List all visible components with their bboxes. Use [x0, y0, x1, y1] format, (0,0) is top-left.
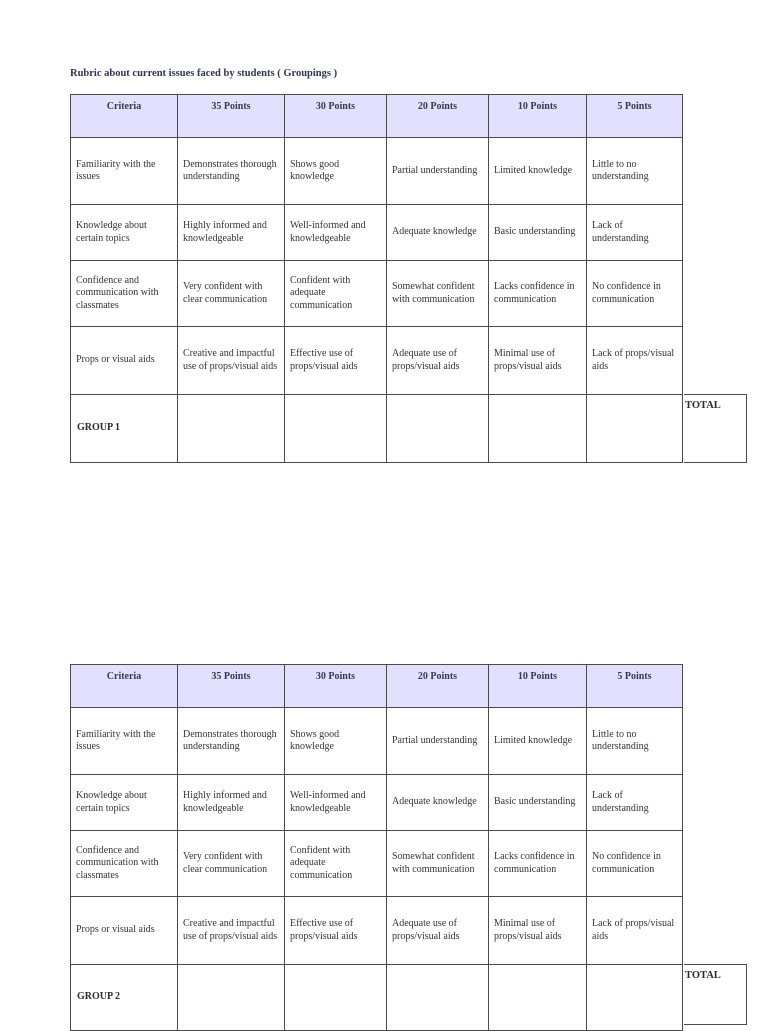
- descriptor-cell: Adequate knowledge: [387, 775, 489, 831]
- descriptor-cell: Very confident with clear communication: [178, 831, 285, 897]
- descriptor-cell: Effective use of props/visual aids: [285, 327, 387, 395]
- rubric-table-group-1: [70, 94, 683, 463]
- descriptor-cell: Minimal use of props/visual aids: [489, 897, 587, 965]
- descriptor-cell: Lacks confidence in communication: [489, 831, 587, 897]
- descriptor-cell: Confident with adequate communication: [285, 831, 387, 897]
- descriptor-cell: Limited knowledge: [489, 708, 587, 775]
- header-30-points: 30 Points: [285, 665, 387, 708]
- score-cell[interactable]: [489, 965, 587, 1031]
- score-cell[interactable]: [387, 965, 489, 1031]
- score-cell[interactable]: [587, 965, 683, 1031]
- descriptor-cell: Highly informed and knowledgeable: [178, 205, 285, 261]
- header-35-points: 35 Points: [178, 95, 285, 138]
- total-label: TOTAL: [685, 400, 721, 411]
- descriptor-cell: Demonstrates thorough understanding: [178, 708, 285, 775]
- descriptor-cell: Well-informed and knowledgeable: [285, 205, 387, 261]
- descriptor-cell: Well-informed and knowledgeable: [285, 775, 387, 831]
- criteria-cell: Knowledge about certain topics: [71, 775, 178, 831]
- header-row: [71, 95, 683, 138]
- descriptor-cell: Shows good knowledge: [285, 708, 387, 775]
- table-row: [71, 831, 683, 897]
- descriptor-cell: Adequate knowledge: [387, 205, 489, 261]
- descriptor-cell: Partial understanding: [387, 138, 489, 205]
- score-cell[interactable]: [587, 395, 683, 463]
- score-cell[interactable]: [489, 395, 587, 463]
- header-5-points: 5 Points: [587, 95, 683, 138]
- group-row: [71, 965, 683, 1031]
- header-5-points: 5 Points: [587, 665, 683, 708]
- criteria-cell: Props or visual aids: [71, 897, 178, 965]
- table-row: [71, 775, 683, 831]
- header-criteria: Criteria: [71, 95, 178, 138]
- document-title: Rubric about current issues faced by students ( Groupings ): [70, 68, 338, 79]
- group-row: [71, 395, 683, 463]
- descriptor-cell: Shows good knowledge: [285, 138, 387, 205]
- score-cell[interactable]: [285, 395, 387, 463]
- header-10-points: 10 Points: [489, 665, 587, 708]
- score-cell[interactable]: [178, 395, 285, 463]
- rubric-table-group-2: [70, 664, 683, 1031]
- descriptor-cell: Minimal use of props/visual aids: [489, 327, 587, 395]
- header-20-points: 20 Points: [387, 95, 489, 138]
- score-cell[interactable]: [178, 965, 285, 1031]
- descriptor-cell: Basic understanding: [489, 775, 587, 831]
- descriptor-cell: Partial understanding: [387, 708, 489, 775]
- criteria-cell: Familiarity with the issues: [71, 708, 178, 775]
- descriptor-cell: Creative and impactful use of props/visual aids: [178, 897, 285, 965]
- group-label: GROUP 2: [71, 965, 178, 1031]
- header-10-points: 10 Points: [489, 95, 587, 138]
- total-label: TOTAL: [685, 970, 721, 981]
- criteria-cell: Knowledge about certain topics: [71, 205, 178, 261]
- descriptor-cell: Somewhat confident with communication: [387, 831, 489, 897]
- header-criteria: Criteria: [71, 665, 178, 708]
- criteria-cell: Confidence and communication with classmates: [71, 831, 178, 897]
- descriptor-cell: Adequate use of props/visual aids: [387, 897, 489, 965]
- table-row: [71, 708, 683, 775]
- table-row: [71, 327, 683, 395]
- group-label: GROUP 1: [71, 395, 178, 463]
- score-cell[interactable]: [387, 395, 489, 463]
- header-35-points: 35 Points: [178, 665, 285, 708]
- descriptor-cell: Lack of understanding: [587, 775, 683, 831]
- descriptor-cell: No confidence in communication: [587, 261, 683, 327]
- descriptor-cell: Confident with adequate communication: [285, 261, 387, 327]
- descriptor-cell: Lack of understanding: [587, 205, 683, 261]
- descriptor-cell: Effective use of props/visual aids: [285, 897, 387, 965]
- descriptor-cell: Highly informed and knowledgeable: [178, 775, 285, 831]
- criteria-cell: Familiarity with the issues: [71, 138, 178, 205]
- descriptor-cell: Lack of props/visual aids: [587, 327, 683, 395]
- descriptor-cell: Lack of props/visual aids: [587, 897, 683, 965]
- descriptor-cell: Creative and impactful use of props/visual aids: [178, 327, 285, 395]
- table-row: [71, 261, 683, 327]
- score-cell[interactable]: [285, 965, 387, 1031]
- descriptor-cell: Somewhat confident with communication: [387, 261, 489, 327]
- descriptor-cell: Basic understanding: [489, 205, 587, 261]
- descriptor-cell: Very confident with clear communication: [178, 261, 285, 327]
- descriptor-cell: Limited knowledge: [489, 138, 587, 205]
- criteria-cell: Confidence and communication with classmates: [71, 261, 178, 327]
- descriptor-cell: Adequate use of props/visual aids: [387, 327, 489, 395]
- criteria-cell: Props or visual aids: [71, 327, 178, 395]
- descriptor-cell: Little to no understanding: [587, 708, 683, 775]
- table-row: [71, 205, 683, 261]
- descriptor-cell: No confidence in communication: [587, 831, 683, 897]
- descriptor-cell: Demonstrates thorough understanding: [178, 138, 285, 205]
- table-row: [71, 138, 683, 205]
- descriptor-cell: Little to no understanding: [587, 138, 683, 205]
- header-20-points: 20 Points: [387, 665, 489, 708]
- header-row: [71, 665, 683, 708]
- table-row: [71, 897, 683, 965]
- header-30-points: 30 Points: [285, 95, 387, 138]
- descriptor-cell: Lacks confidence in communication: [489, 261, 587, 327]
